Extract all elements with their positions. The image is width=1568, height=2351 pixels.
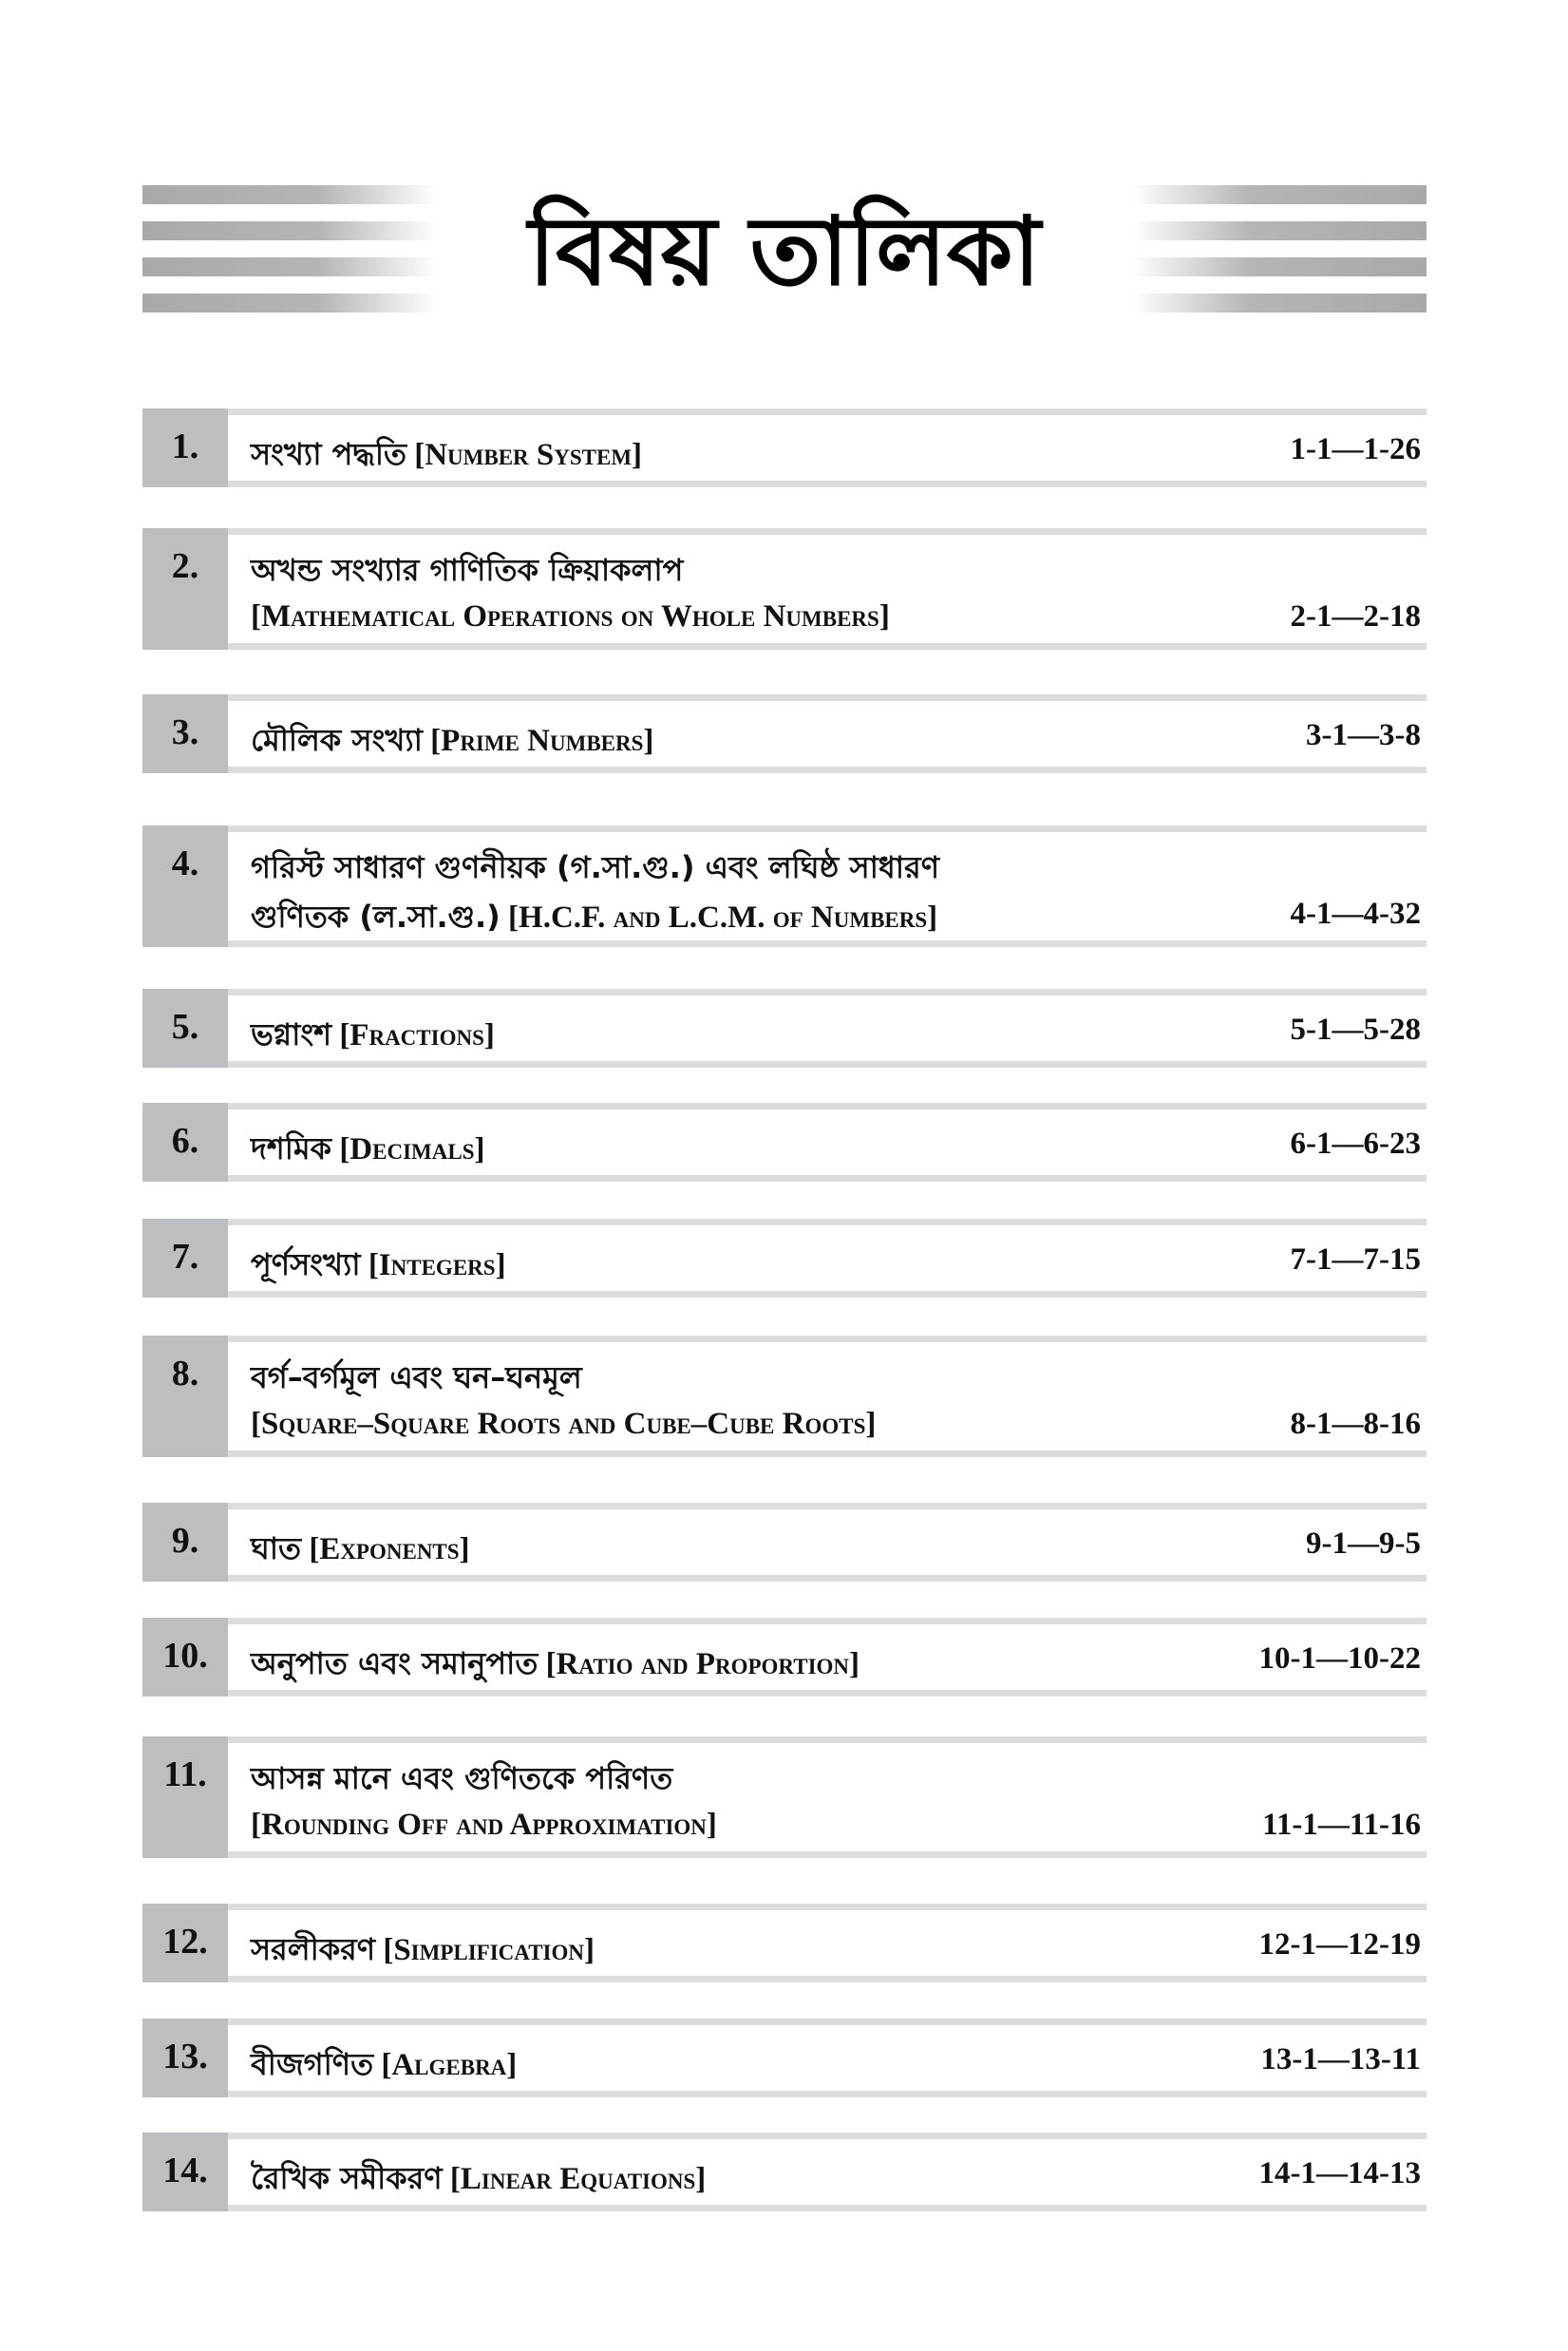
chapter-number: 8.: [142, 1336, 228, 1457]
entry-body: [228, 1503, 1426, 1582]
toc-entry[interactable]: [142, 1219, 1426, 1298]
chapter-number: 9.: [142, 1503, 228, 1582]
toc-entry[interactable]: [142, 408, 1426, 487]
decorative-stripes-left: [142, 185, 437, 330]
page-range: 6-1—6-23: [1290, 1127, 1421, 1161]
page-range: 7-1—7-15: [1290, 1242, 1421, 1277]
entry-body: [228, 1736, 1426, 1858]
entry-title: [251, 1754, 1421, 1806]
entry-body: [228, 825, 1426, 947]
chapter-number: 12.: [142, 1904, 228, 1982]
title-bengali: বর্গ–বর্গমূল এবং ঘন–ঘনমূল: [251, 1359, 582, 1395]
title-bengali: আসন্ন মানে এবং গুণিতকে পরিণত: [251, 1760, 673, 1796]
title-english: [Decimals]: [339, 1132, 485, 1166]
toc-entry[interactable]: [142, 1336, 1426, 1457]
toc-entry[interactable]: [142, 2019, 1426, 2097]
decorative-stripes-right: [1132, 185, 1426, 330]
chapter-number: 3.: [142, 694, 228, 773]
toc-entry[interactable]: [142, 825, 1426, 947]
title-bengali: দশমিক: [251, 1130, 332, 1166]
title-bengali: সরলীকরণ: [251, 1931, 376, 1967]
title-english: [Exponents]: [309, 1532, 470, 1566]
chapter-number: 2.: [142, 528, 228, 650]
entry-title: [251, 1525, 1421, 1576]
chapter-number: 6.: [142, 1103, 228, 1182]
title-bengali: সংখ্যা পদ্ধতি: [251, 436, 406, 472]
title-bengali: ঘাত: [251, 1530, 302, 1566]
title-english: [Prime Numbers]: [430, 724, 654, 758]
title-bengali: অখন্ড সংখ্যার গাণিতিক ক্রিয়াকলাপ: [251, 552, 684, 588]
page-range: 12-1—12-19: [1258, 1927, 1421, 1962]
entry-body: [228, 528, 1426, 650]
toc-entry[interactable]: [142, 1736, 1426, 1858]
chapter-number: 10.: [142, 1618, 228, 1697]
entry-title: [251, 1354, 1421, 1405]
title-english: [Rounding Off and Approximation]: [251, 1808, 717, 1842]
title-english: [Ratio and Proportion]: [545, 1647, 860, 1681]
entry-title: [251, 844, 1421, 895]
title-english: [H.C.F. and L.C.M. of Numbers]: [508, 901, 938, 935]
page-range: 3-1—3-8: [1306, 718, 1421, 752]
page-range: 10-1—10-22: [1258, 1641, 1421, 1676]
toc-entry[interactable]: [142, 989, 1426, 1068]
page-range: 2-1—2-18: [1290, 599, 1421, 634]
entry-body: [228, 989, 1426, 1068]
page-range: 8-1—8-16: [1290, 1407, 1421, 1441]
toc-entry[interactable]: [142, 1103, 1426, 1182]
chapter-number: 11.: [142, 1736, 228, 1858]
page-range: 14-1—14-13: [1258, 2156, 1421, 2190]
entry-body: [228, 1336, 1426, 1457]
entry-body: [228, 694, 1426, 773]
chapter-number: 1.: [142, 408, 228, 487]
entry-body: [228, 1103, 1426, 1182]
toc-entry[interactable]: [142, 694, 1426, 773]
toc-entry[interactable]: [142, 528, 1426, 650]
entry-title: [251, 1125, 1421, 1176]
toc-entry[interactable]: [142, 1503, 1426, 1582]
entry-body: [228, 2019, 1426, 2097]
title-english: [Algebra]: [381, 2048, 518, 2082]
entry-title: [251, 2154, 1421, 2206]
page-range: 5-1—5-28: [1290, 1013, 1421, 1047]
chapter-number: 5.: [142, 989, 228, 1068]
title-english: [Linear Equations]: [449, 2162, 707, 2196]
page-title: বিষয় তালিকা: [528, 196, 1041, 307]
entry-body: [228, 1904, 1426, 1982]
entry-body: [228, 1219, 1426, 1298]
entry-title: [251, 1241, 1421, 1292]
entry-body: [228, 408, 1426, 487]
entry-title: [251, 1011, 1421, 1062]
title-bengali: রৈখিক সমীকরণ: [251, 2160, 443, 2196]
toc-entry[interactable]: [142, 1618, 1426, 1697]
page-range: 11-1—11-16: [1262, 1808, 1421, 1842]
entry-title: [251, 1925, 1421, 1977]
page-range: 1-1—1-26: [1290, 432, 1421, 466]
toc-entry[interactable]: [142, 2133, 1426, 2211]
chapter-number: 13.: [142, 2019, 228, 2097]
chapter-number: 4.: [142, 825, 228, 947]
title-bengali: বীজগণিত: [251, 2046, 374, 2082]
entry-title: [251, 1640, 1421, 1691]
entry-title: [251, 430, 1421, 482]
chapter-number: 7.: [142, 1219, 228, 1298]
title-bengali: পূর্ণসংখ্যা: [251, 1246, 361, 1282]
page-range: 13-1—13-11: [1260, 2042, 1421, 2076]
entry-title: [251, 546, 1421, 597]
entry-title: [251, 716, 1421, 768]
entry-title-line2: [251, 893, 1421, 944]
title-bengali-cont: গুণিতক (ল.সা.গু.): [251, 899, 501, 935]
title-english: [Square–Square Roots and Cube–Cube Roots]: [251, 1407, 877, 1441]
title-english: [Integers]: [368, 1248, 506, 1282]
title-english: [Simplification]: [383, 1933, 595, 1967]
entry-title: [251, 2040, 1421, 2092]
title-english: [Number System]: [414, 438, 643, 472]
chapter-number: 14.: [142, 2133, 228, 2211]
entry-title-line2: [251, 1808, 1421, 1843]
title-bengali: ভগ্নাংশ: [251, 1016, 332, 1052]
title-bengali: মৌলিক সংখ্যা: [251, 722, 423, 758]
page-range: 4-1—4-32: [1290, 897, 1421, 931]
entry-body: [228, 1618, 1426, 1697]
entry-body: [228, 2133, 1426, 2211]
title-bengali: গরিস্ট সাধারণ গুণনীয়ক (গ.সা.গু.) এবং লঘিষ্ঠ সাধারণ: [251, 849, 940, 885]
title-english: [Mathematical Operations on Whole Numbers]: [251, 599, 890, 634]
page-range: 9-1—9-5: [1306, 1526, 1421, 1561]
entry-title-line2: [251, 1407, 1421, 1442]
title-bengali: অনুপাত এবং সমানুপাত: [251, 1645, 538, 1681]
title-english: [Fractions]: [339, 1018, 495, 1052]
entry-title-line2: [251, 599, 1421, 635]
toc-entry[interactable]: [142, 1904, 1426, 1982]
